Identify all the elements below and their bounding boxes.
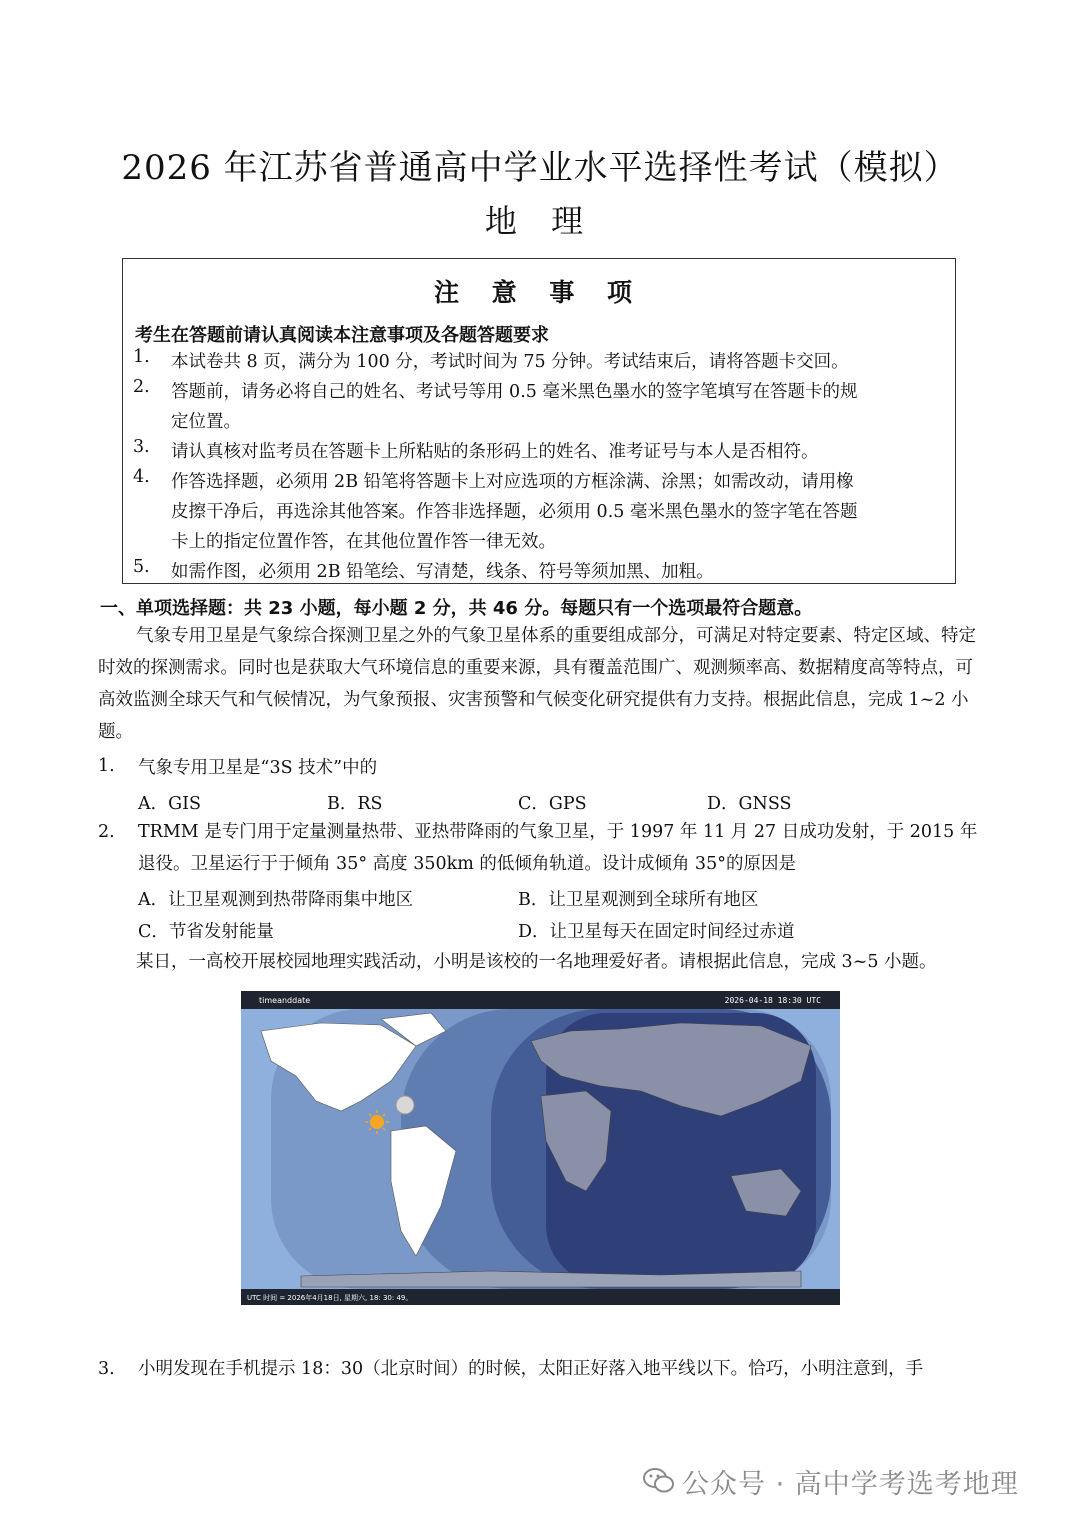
sun-icon [370,1115,384,1129]
notice-item-num: 4. [133,467,150,487]
notice-title: 注 意 事 项 [433,278,645,307]
map-footer: UTC 时间 = 2026年4月18日, 星期六, 18: 30: 49。 [247,1294,413,1302]
notice-item-text: 如需作图，必须用 2B 铅笔绘、写清楚，线条、符号等须加黑、加粗。 [171,562,714,582]
notice-box [122,258,956,584]
notice-lead: 考生在答题前请认真阅读本注意事项及各题答题要求 [135,325,549,346]
map-brand: timeanddate [259,996,311,1005]
intro-paragraph: 气象专用卫星是气象综合探测卫星之外的气象卫星体系的重要组成部分，可满足对特定要素、特定区域、特定时效的探测需求。同时也是获取大气环境信息的重要来源，具有覆盖范围广、观测频率高、数据精度高等特点，可高效监测全球天气和气候情况，为气象预报、灾害预警和气候变化研究提供有力支持。根据此信息，完成 1~2 小题。 [98,626,976,742]
notice-item-num: 1. [133,347,150,367]
question-text: 气象专用卫星是“3S 技术”中的 [138,758,378,778]
question-number: 1. [98,756,115,776]
exam-subject: 地 理 [484,202,596,240]
notice-item-text: 本试卷共 8 页，满分为 100 分，考试时间为 75 分钟。考试结束后，请将答题卡交回。 [171,352,849,372]
option-d: D．让卫星每天在固定时间经过赤道 [518,922,795,942]
option-c: C．节省发射能量 [138,922,274,942]
watermark-text: 公众号 · 高中学考选考地理 [682,1469,1019,1500]
question-number: 3. [98,1359,115,1379]
option-c: C．GPS [518,794,587,814]
option-b: B．RS [327,794,383,814]
option-d: D．GNSS [707,794,792,814]
notice-item-text: 作答选择题，必须用 2B 铅笔将答题卡上对应选项的方框涂满、涂黑；如需改动，请用橡 皮擦干净后，再选涂其他答案。作答非选择题，必须用 0.5 毫米黑色墨水的签字笔在答题 卡上的指定位置作答，在其他位置作答一律无效。 [171,472,858,552]
notice-item-num: 3. [133,437,150,457]
day-night-map [241,991,840,1305]
notice-item-num: 2. [133,377,150,397]
option-a: A．GIS [138,794,202,814]
notice-item-text: 答题前，请务必将自己的姓名、考试号等用 0.5 毫米黑色墨水的签字笔填写在答题卡的规 定位置。 [171,382,858,432]
question-text: 小明发现在手机提示 18：30（北京时间）的时候，太阳正好落入地平线以下。恰巧，小明注意到，手 [138,1359,924,1379]
notice-item-text: 请认真核对监考员在答题卡上所粘贴的条形码上的姓名、准考证号与本人是否相符。 [171,442,819,462]
wechat-icon [642,1466,676,1496]
question-text: TRMM 是专门用于定量测量热带、亚热带降雨的气象卫星，于 1997 年 11 月 27 日成功发射，于 2015 年退役。卫星运行于于倾角 35° 高度 350km 的低倾角轨道。设计成倾角 35°的原因是 [138,822,978,874]
intro-paragraph: 某日，一高校开展校园地理实践活动，小明是该校的一名地理爱好者。请根据此信息，完成 3~5 小题。 [136,952,937,972]
exam-title: 2026 年江苏省普通高中学业水平选择性考试（模拟） [121,148,959,188]
moon-icon [396,1096,414,1114]
question-number: 2. [98,822,115,842]
map-timestamp: 2026-04-18 18:30 UTC [724,996,821,1005]
section-heading: 一、单项选择题：共 23 小题，每小题 2 分，共 46 分。每题只有一个选项最符合题意。 [100,598,813,619]
option-b: B．让卫星观测到全球所有地区 [518,890,759,910]
notice-item-num: 5. [133,557,150,577]
option-a: A．让卫星观测到热带降雨集中地区 [138,890,414,910]
